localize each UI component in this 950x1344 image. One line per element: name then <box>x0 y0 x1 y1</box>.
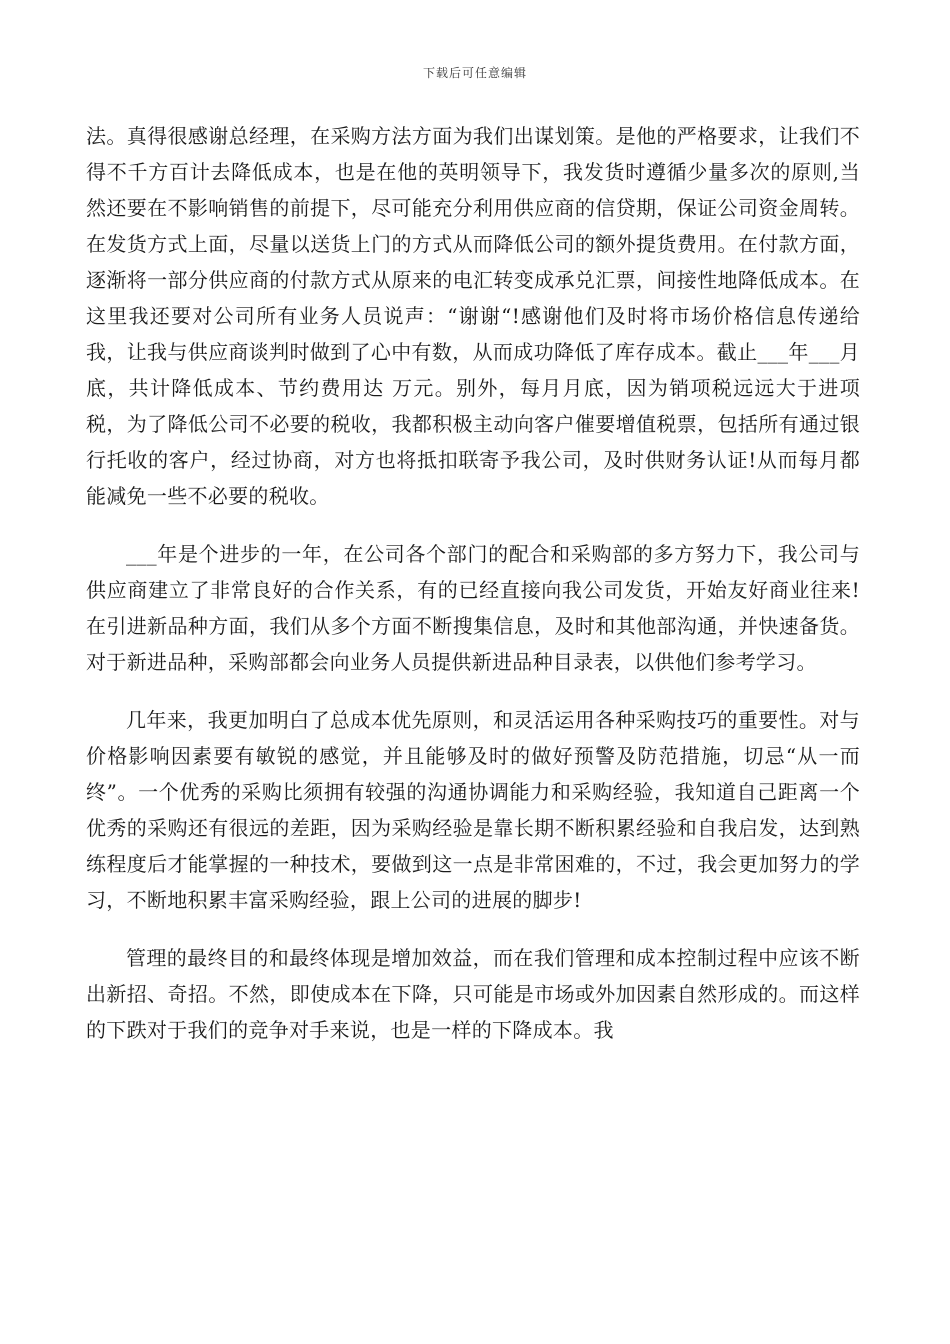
page-header-note: 下载后可任意编辑 <box>422 66 527 80</box>
paragraph-purchasing-experience: 几年来，我更加明白了总成本优先原则，和灵活运用各种采购技巧的重要性。对与价格影响因素要有敏锐的感觉，并且能够及时的做好预警及防范措施，切忌“从一而终”。一个优秀的采购比须拥有较强的沟通协调能力和采购经验，我知道自己距离一个优秀的采购还有很远的差距，因为采购经验是靠长期不断积累经验和自我启发，达到熟练程度后才能掌握的一种技术，要做到这一点是非常困难的，不过，我会更加努力的学习，不断地积累丰富采购经验，跟上公司的进展的脚步! <box>86 708 860 912</box>
paragraph-management-goal: 管理的最终目的和最终体现是增加效益，而在我们管理和成本控制过程中应该不断出新招、奇招。不然，即使成本在下降，只可能是市场或外加因素自然形成的。而这样的下跌对于我们的竞争对手来说，也是一样的下降成本。我 <box>86 946 860 1042</box>
document-body <box>86 118 860 1048</box>
paragraph-cost-reduction-continued: 法。真得很感谢总经理，在采购方法方面为我们出谋划策。是他的严格要求，让我们不得不千方百计去降低成本，也是在他的英明领导下，我发货时遵循少量多次的原则,当然还要在不影响销售的前提下，尽可能充分利用供应商的信贷期，保证公司资金周转。在发货方式上面，尽量以送货上门的方式从而降低公司的额外提货费用。在付款方面，逐渐将一部分供应商的付款方式从原来的电汇转变成承兑汇票，间接性地降低成本。在这里我还要对公司所有业务人员说声：“谢谢“!感谢他们及时将市场价格信息传递给我，让我与供应商谈判时做到了心中有数，从而成功降低了库存成本。截止___年___月底，共计降低成本、节约费用达 万元。别外，每月月底，因为销项税远远大于进项税，为了降低公司不必要的税收，我都积极主动向客户催要增值税票，包括所有通过银行托收的客户，经过协商，对方也将抵扣联寄予我公司，及时供财务认证!从而每月都能减免一些不必要的税收。 <box>86 124 860 508</box>
paragraph-supplier-relations: ___年是个进步的一年，在公司各个部门的配合和采购部的多方努力下，我公司与供应商建立了非常良好的合作关系，有的已经直接向我公司发货，开始友好商业往来!在引进新品种方面，我们从多个方面不断搜集信息，及时和其他部沟通，并快速备货。对于新进品种，采购部都会向业务人员提供新进品种目录表，以供他们参考学习。 <box>86 542 860 674</box>
